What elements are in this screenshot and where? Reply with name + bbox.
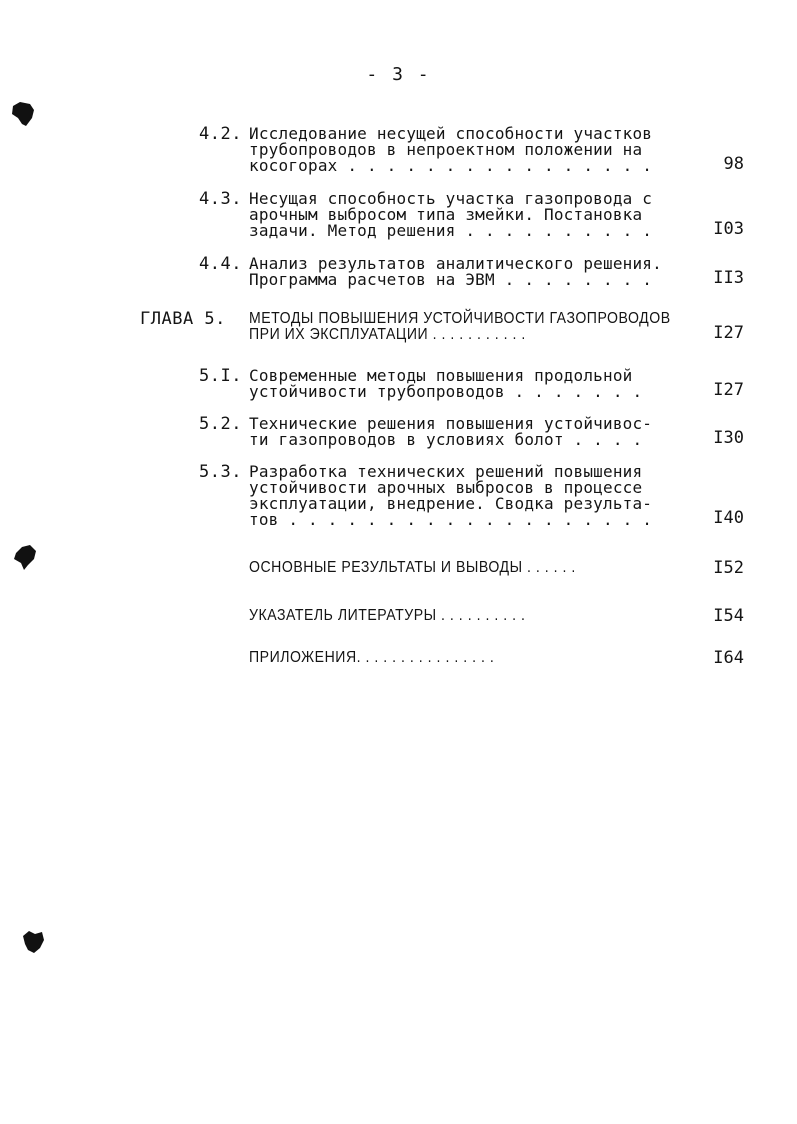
entry-title <box>249 311 669 343</box>
entry-title-line: трубопроводов в непроектном положении на <box>249 140 643 159</box>
entry-title-line: Несущая способность участка газопровода с <box>249 189 653 208</box>
section-number: 4.3. <box>199 189 242 209</box>
entry-title-line: устойчивости арочных выбросов в процессе <box>249 478 643 497</box>
chapter-label: ГЛАВА 5. <box>140 309 226 329</box>
entry-title-line: ОСНОВНЫЕ РЕЗУЛЬТАТЫ И ВЫВОДЫ . . . . . . <box>249 559 576 576</box>
entry-title-line: арочным выбросом типа змейки. Постановка <box>249 205 643 224</box>
page-reference: I27 <box>713 323 744 343</box>
entry-title-line: тов . . . . . . . . . . . . . . . . . . . <box>249 510 653 529</box>
entry-title <box>249 191 669 239</box>
page-reference: 98 <box>723 154 744 174</box>
entry-title <box>249 560 669 576</box>
entry-title <box>249 126 669 174</box>
ink-blot-bottom <box>20 928 46 956</box>
section-number: 4.2. <box>199 124 242 144</box>
page-reference: I40 <box>713 508 744 528</box>
entry-title <box>249 256 669 288</box>
entry-title-line: устойчивости трубопроводов . . . . . . . <box>249 382 643 401</box>
page-reference: I54 <box>713 606 744 626</box>
page-number: - 3 - <box>366 64 431 85</box>
page-reference: I30 <box>713 428 744 448</box>
entry-title-line: эксплуатации, внедрение. Сводка результа- <box>249 494 653 513</box>
entry-title-line: МЕТОДЫ ПОВЫШЕНИЯ УСТОЙЧИВОСТИ ГАЗОПРОВОДОВ <box>249 310 671 327</box>
entry-title <box>249 368 669 400</box>
section-number: 5.3. <box>199 462 242 482</box>
entry-title <box>249 464 669 528</box>
section-number: 5.2. <box>199 414 242 434</box>
entry-title-line: ПРИ ИХ ЭКСПЛУАТАЦИИ . . . . . . . . . . . <box>249 326 526 343</box>
page-reference: I03 <box>713 219 744 239</box>
section-number: 4.4. <box>199 254 242 274</box>
entry-title-line: Современные методы повышения продольной <box>249 366 633 385</box>
entry-title-line: косогорах . . . . . . . . . . . . . . . . <box>249 156 653 175</box>
page-reference: I52 <box>713 558 744 578</box>
section-number: 5.I. <box>199 366 242 386</box>
entry-title <box>249 608 669 624</box>
entry-title <box>249 650 669 666</box>
entry-title-line: Программа расчетов на ЭВМ . . . . . . . . <box>249 270 653 289</box>
entry-title-line: Анализ результатов аналитического решения. <box>249 254 662 273</box>
entry-title-line: задачи. Метод решения . . . . . . . . . . <box>249 221 653 240</box>
entry-title <box>249 416 669 448</box>
entry-title-line: Разработка технических решений повышения <box>249 462 643 481</box>
entry-title-line: ти газопроводов в условиях болот . . . . <box>249 430 643 449</box>
entry-title-line: ПРИЛОЖЕНИЯ. . . . . . . . . . . . . . . . <box>249 649 495 666</box>
entry-title-line: УКАЗАТЕЛЬ ЛИТЕРАТУРЫ . . . . . . . . . . <box>249 607 526 624</box>
page-reference: I64 <box>713 648 744 668</box>
page-reference: I27 <box>713 380 744 400</box>
entry-title-line: Технические решения повышения устойчивос- <box>249 414 653 433</box>
ink-blot-middle <box>12 543 38 571</box>
ink-blot-top <box>10 100 36 128</box>
page-reference: II3 <box>713 268 744 288</box>
entry-title-line: Исследование несущей способности участков <box>249 124 653 143</box>
